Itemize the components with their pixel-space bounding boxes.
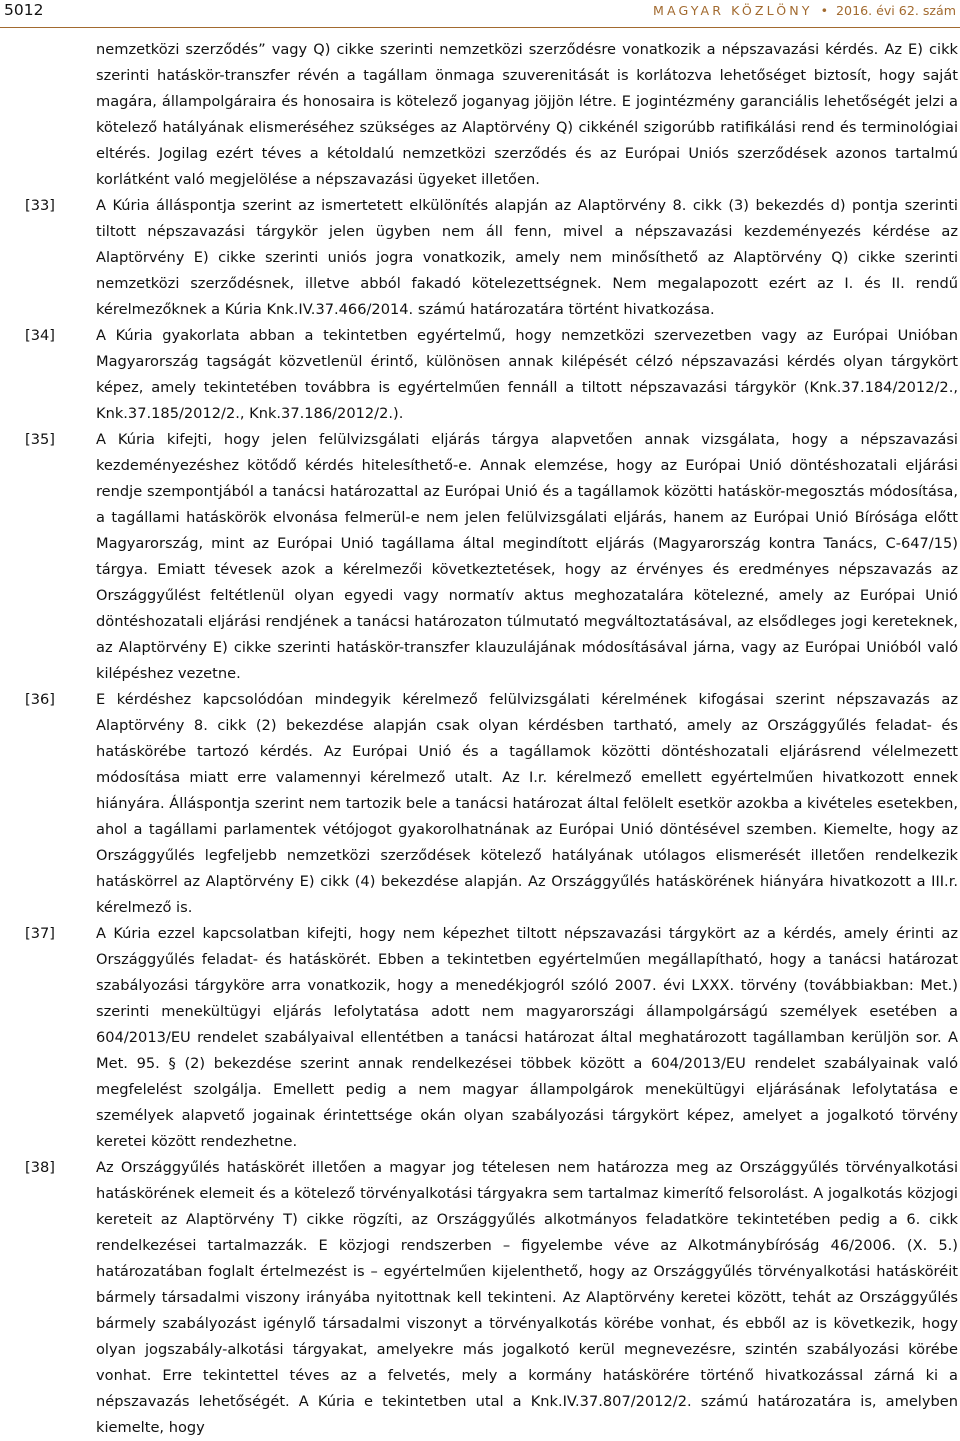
paragraph-38 [2, 1155, 958, 1441]
paragraph-36 [2, 687, 958, 921]
paragraph-number: [35] [25, 431, 55, 448]
paragraph-number: [38] [25, 1159, 55, 1176]
paragraph-text: A Kúria ezzel kapcsolatban kifejti, hogy nem képezhet tiltott népszavazási tárgykört az a kérdés, amely érinti az Országgyűlés feladat- és hatáskörét. Ebben a tekintetben egyértelműen megállapítható, hogy a tanácsi határozat szabályozási tárgyköre arra vonatkozik, hogy a menedékjogról szóló 2007. évi LXXX. törvény (továbbiakban: Met.) szerinti menekültügyi eljárás lefolytatása adott nem magyarországi állampolgárságú személyek esetében a 604/2013/EU rendelet szabályaival ellentétben a tanácsi határozat által meghatározott tagállamban kerüljön sor. A Met. 95. § (2) bekezdése szerint annak rendelkezései többek között a 604/2013/EU rendelet szabályainak való megfelelést szolgálja. Emellett pedig a nem magyar állampolgárok menekültügyi eljárásának lefolytatása e személyek alapvető jogainak érintettsége okán olyan szabályozási tárgykört képez, amelyet a jogalkotó törvény keretei között rendezhetne. [96, 925, 958, 1150]
page-header [0, 0, 960, 28]
paragraph-37 [2, 921, 958, 1155]
page-number: 5012 [4, 1, 44, 19]
paragraph-text: Az Országgyűlés hatáskörét illetően a magyar jog tételesen nem határozza meg az Országgyűlés törvényalkotási hatáskörének elemeit és a kötelező törvényalkotási tárgyakra sem tartalmaz kimerítő felsorolást. A jogalkotás közjogi kereteit az Alaptörvény T) cikke rögzíti, az Országgyűlés alkotmányos feladatköre tekintetében pedig a 6. cikk rendelkezései tartalmazzák. E közjogi rendszerben – figyelembe véve az Alkotmánybíróság 46/2006. (X. 5.) határozatában foglalt értelmezést is – egyértelműen kijelenthető, hogy az Országgyűlés törvényalkotási hatásköréit bármely társadalmi viszony irányába nyitottnak kell tekinteni. Az Alaptörvény keretei között, tehát az Országgyűlés bármely szabályozást igénylő társadalmi viszonyt a törvényalkotás körébe vonhat, és ebből az is következik, hogy olyan jogszabály-alkotási tárgyakat, amelyekre más jogalkotó kerül megnevezésre, szintén szabályozási körébe vonhat. Erre tekintettel téves az a felvetés, mely a kormány hatáskörére történő hivatkozással zárná ki a népszavazás lehetőségét. A Kúria e tekintetben utal a Knk.IV.37.807/2012/2. számú határozatára is, amelyben kiemelte, hogy [96, 1159, 958, 1436]
paragraph-35 [2, 427, 958, 687]
paragraph-number: [36] [25, 691, 55, 708]
paragraph-number: [37] [25, 925, 55, 942]
paragraph-text: E kérdéshez kapcsolódóan mindegyik kérelmező felülvizsgálati kérelmének kifogásai szerint népszavazás az Alaptörvény 8. cikk (2) bekezdése alapján csak olyan kérdésben tartható, amely az Országgyűlés feladat- és hatáskörébe tartozó kérdés. Az Európai Unió és a tagállamok közötti döntéshozatali eljárásrend vélelmezett módosítása miatt erre valamennyi kérelmező utalt. Az I.r. kérelmező emellett egyértelműen hivatkozott ennek hiányára. Álláspontja szerint nem tartozik bele a tanácsi határozat által felölelt esetkör azokba a kivételes esetekben, ahol a tagállami parlamentek vétójogot gyakorolhatnának az Európai Unió döntésével szemben. Kiemelte, hogy az Országgyűlés legfeljebb nemzetközi szerződések kötelező hatályának utólagos elismerését illetően rendelkezik hatáskörrel az Alaptörvény E) cikk (4) bekezdése alapján. Az Országgyűlés hatáskörének hiányára hivatkozott a III.r. kérelmező is. [96, 691, 958, 916]
paragraph-number: [33] [25, 197, 55, 214]
paragraph-text: nemzetközi szerződés” vagy Q) cikke szerinti nemzetközi szerződésre vonatkozik a népszavazási kérdés. Az E) cikk szerinti hatáskör-transzfer révén a tagállam önmaga szuverenitását is korlátozva lehetőséget biztosít, hogy saját magára, állampolgáraira és honosaira is kötelező joganyag jöjjön létre. E jogintézmény garanciális lehetőségét jelzi a kötelező hatályának elismeréséhez szükséges az Alaptörvény Q) cikkénél szigorúbb ratifikálási rend és terminológiai eltérés. Jogilag ezért téves a kétoldalú nemzetközi szerződés és az Európai Uniós szerződések azonos tartalmú korlátként való megjelölése a népszavazási ügyeket illetően. [96, 41, 958, 188]
paragraph-text: A Kúria gyakorlata abban a tekintetben egyértelmű, hogy nemzetközi szervezetben vagy az Európai Unióban Magyarország tagságát közvetlenül érintő, különösen annak kilépését célzó népszavazási kérdés olyan tárgykört képez, amely tekintetében továbbra is egyértelműen fennáll a tiltott népszavazási tárgykör (Knk.37.184/2012/2., Knk.37.185/2012/2., Knk.37.186/2012/2.). [96, 327, 958, 422]
paragraph-33 [2, 193, 958, 323]
running-header [653, 2, 956, 20]
paragraph-number: [34] [25, 327, 55, 344]
paragraph-text: A Kúria álláspontja szerint az ismertetett elkülönítés alapján az Alaptörvény 8. cikk (3) bekezdés d) pontja szerinti tiltott népszavazási tárgykör jelen ügyben nem áll fenn, mivel a népszavazási kezdeményezés kérdése az Alaptörvény E) cikke szerinti uniós jogra vonatkozik, amely nem minősíthető az Alaptörvény Q) cikke szerinti nemzetközi szerződésnek, illetve abból fakadó kötelezettségnek. Nem megalapozott ezért az I. és II. rendű kérelmezőknek a Kúria Knk.IV.37.466/2014. számú határozatára történt hivatkozása. [96, 197, 958, 318]
journal-title: MAGYAR KÖZLÖNY [653, 3, 813, 18]
issue-label: 2016. évi 62. szám [836, 3, 956, 18]
paragraph-text: A Kúria kifejti, hogy jelen felülvizsgálati eljárás tárgya alapvetően annak vizsgálata, hogy a népszavazási kezdeményezéshez kötődő kérdés hitelesíthető-e. Annak elemzése, hogy az Európai Unió döntéshozatali eljárási rendje szempontjából a tanácsi határozattal az Európai Unió és a tagállamok közötti hatáskör-megosztás módosítása, a tagállami hatáskörök elvonása felmerül-e nem jelen felülvizsgálati eljárás, hanem az Európai Unió Bírósága előtt Magyarország, mint az Európai Unió tagállama által megindított eljárás (Magyarország kontra Tanács, C-647/15) tárgya. Emiatt tévesek azok a kérelmezői következtetések, hogy az érvényes és eredményes népszavazás az Országgyűlést feltétlenül olyan egyedi vagy normatív aktus meghozatalára kötelezné, amely az Európai Unió döntéshozatali eljárási rendjének a tanácsi határozaton túlmutató megváltoztatásával, az elsődleges jogi kereteknek, az Alaptörvény E) cikke szerinti hatáskör-transzfer klauzulájának módosításával járna, vagy az Európai Unióból való kilépéshez vezetne. [96, 431, 958, 682]
paragraph-continuation [2, 37, 958, 193]
document-body [2, 37, 958, 1441]
header-rule [0, 27, 960, 28]
header-separator: • [820, 3, 829, 18]
paragraph-34 [2, 323, 958, 427]
